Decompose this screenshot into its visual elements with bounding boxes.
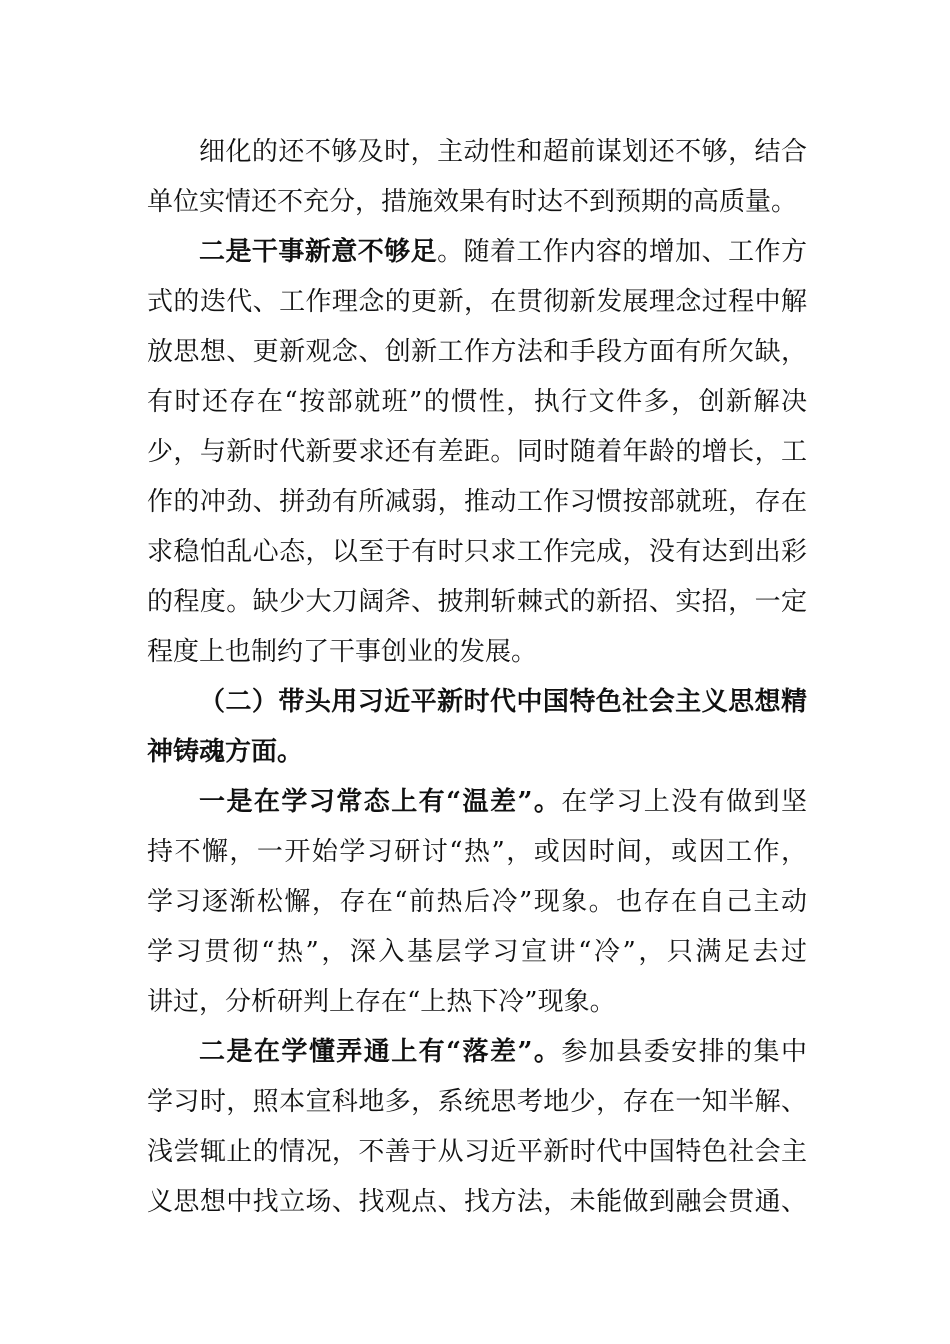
line-text: 有时还存在“按部就班”的惯性，执行文件多，创新解决 (147, 387, 807, 417)
bold-lead-text: 二是在学懂弄通上有“落差”。 (199, 1037, 562, 1067)
line-text: 讲过，分析研判上存在“上热下冷”现象。 (147, 987, 616, 1017)
bold-lead-text: 二是干事新意不够足 (199, 237, 438, 267)
line-text: 学习时，照本宣科地多，系统思考地少，存在一知半解、 (147, 1087, 807, 1117)
section-heading (199, 677, 807, 727)
line-text: 义思想中找立场、找观点、找方法，未能做到融会贯通、 (147, 1187, 807, 1217)
line-text: 少，与新时代新要求还有差距。同时随着年龄的增长，工 (147, 437, 807, 467)
line-text: 持不懈，一开始学习研讨“热”，或因时间，或因工作， (147, 837, 807, 867)
line-text: 作的冲劲、拼劲有所减弱，推动工作习惯按部就班，存在 (147, 487, 807, 517)
line-text: 在学习上没有做到坚 (561, 787, 807, 817)
paragraph-line (147, 177, 807, 227)
line-text: 。随着工作内容的增加、工作方 (437, 237, 807, 267)
paragraph-line (199, 777, 807, 827)
paragraph-line (147, 1177, 807, 1227)
paragraph-line (147, 927, 807, 977)
heading-text: 神铸魂方面。 (147, 737, 304, 767)
line-text: 的程度。缺少大刀阔斧、披荆斩棘式的新招、实招，一定 (147, 587, 807, 617)
paragraph-line (199, 227, 807, 277)
paragraph-line (147, 327, 807, 377)
paragraph-line (147, 1127, 807, 1177)
paragraph-line (199, 127, 807, 177)
line-text: 式的迭代、工作理念的更新，在贯彻新发展理念过程中解 (147, 287, 807, 317)
paragraph-line (147, 827, 807, 877)
line-text: 细化的还不够及时，主动性和超前谋划还不够，结合 (199, 137, 807, 167)
line-text: 单位实情还不充分，措施效果有时达不到预期的高质量。 (147, 187, 798, 217)
paragraph-line (147, 577, 807, 627)
paragraph-line (147, 627, 807, 677)
paragraph-line (147, 477, 807, 527)
line-text: 求稳怕乱心态，以至于有时只求工作完成，没有达到出彩 (147, 537, 807, 567)
line-text: 程度上也制约了干事创业的发展。 (147, 637, 538, 667)
line-text: 学习贯彻“热”，深入基层学习宣讲“冷”，只满足去过 (147, 937, 807, 967)
line-text: 放思想、更新观念、创新工作方法和手段方面有所欠缺， (147, 337, 807, 367)
paragraph-line (147, 1077, 807, 1127)
section-heading (147, 727, 807, 777)
paragraph-line (199, 1027, 807, 1077)
heading-text: （二）带头用习近平新时代中国特色社会主义思想精 (199, 687, 807, 717)
paragraph-line (147, 377, 807, 427)
paragraph-line (147, 877, 807, 927)
paragraph-line (147, 427, 807, 477)
bold-lead-text: 一是在学习常态上有“温差”。 (199, 787, 562, 817)
paragraph-line (147, 527, 807, 577)
paragraph-line (147, 977, 807, 1027)
line-text: 浅尝辄止的情况，不善于从习近平新时代中国特色社会主 (147, 1137, 807, 1167)
line-text: 参加县委安排的集中 (561, 1037, 807, 1067)
paragraph-line (147, 277, 807, 327)
line-text: 学习逐渐松懈，存在“前热后冷”现象。也存在自己主动 (147, 887, 807, 917)
